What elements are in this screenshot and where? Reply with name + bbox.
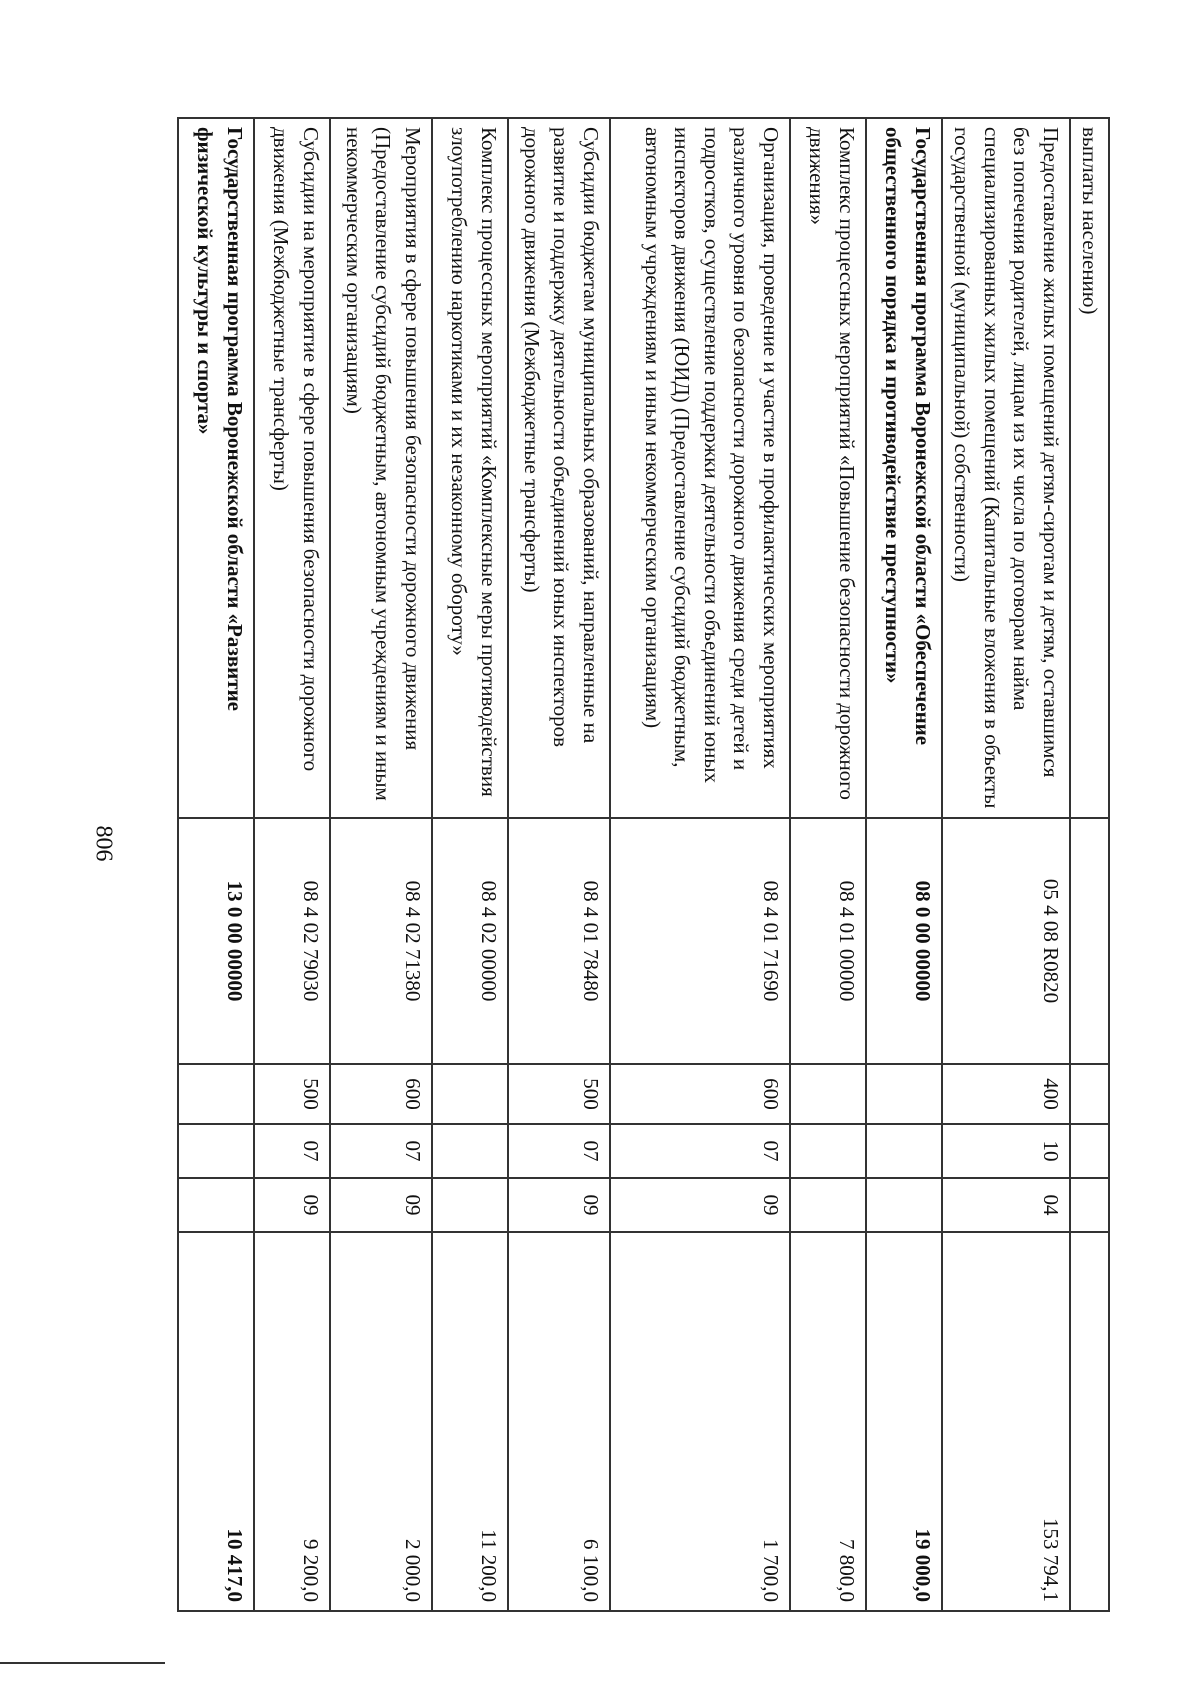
table-row bbox=[942, 118, 1070, 1611]
cell-name: Мероприятия в сфере повышения безопасности дорожного движения (Предоставление субсидий бюджетным, автономным учреждениям и иным некоммерческим организациям) bbox=[330, 118, 432, 818]
cell-code bbox=[1070, 818, 1109, 1064]
cell-rz bbox=[1070, 1124, 1109, 1178]
cell-rz bbox=[790, 1124, 866, 1178]
cell-code: 08 4 02 00000 bbox=[432, 818, 508, 1064]
cell-vr bbox=[790, 1064, 866, 1124]
cell-sum: 19 000,0 bbox=[866, 1232, 942, 1611]
cell-code: 13 0 00 00000 bbox=[178, 818, 254, 1064]
cell-name: Государственная программа Воронежской области «Обеспечение общественного порядка и противодействие преступности» bbox=[866, 118, 942, 818]
cell-vr: 500 bbox=[508, 1064, 610, 1124]
cell-rz: 07 bbox=[254, 1124, 330, 1178]
table-row bbox=[178, 118, 254, 1611]
cell-vr: 500 bbox=[254, 1064, 330, 1124]
cell-sum: 9 200,0 bbox=[254, 1232, 330, 1611]
cell-sum bbox=[1070, 1232, 1109, 1611]
cell-code: 08 4 01 71690 bbox=[610, 818, 790, 1064]
cell-vr bbox=[178, 1064, 254, 1124]
cell-code: 08 4 01 78480 bbox=[508, 818, 610, 1064]
cell-sum: 11 200,0 bbox=[432, 1232, 508, 1611]
cell-pr bbox=[1070, 1178, 1109, 1232]
cell-rz: 07 bbox=[508, 1124, 610, 1178]
cell-sum: 1 700,0 bbox=[610, 1232, 790, 1611]
budget-table-body bbox=[178, 118, 1109, 1611]
cell-rz: 07 bbox=[610, 1124, 790, 1178]
cell-vr: 600 bbox=[330, 1064, 432, 1124]
cell-sum: 6 100,0 bbox=[508, 1232, 610, 1611]
table-row bbox=[508, 118, 610, 1611]
page-number: 806 bbox=[90, 825, 117, 862]
cell-sum: 2 000,0 bbox=[330, 1232, 432, 1611]
cell-name: Предоставление жилых помещений детям-сиротам и детям, оставшимся без попечения родителей, лицам из их числа по договорам найма специализированных жилых помещений (Капитальные вложения в объекты государственной (муниципальной) собственности) bbox=[942, 118, 1070, 818]
cell-vr bbox=[432, 1064, 508, 1124]
cell-pr bbox=[178, 1178, 254, 1232]
cell-pr: 09 bbox=[254, 1178, 330, 1232]
cell-name: Субсидии бюджетам муниципальных образований, направленные на развитие и поддержку деятельности объединений юных инспекторов дорожного движения (Межбюджетные трансферты) bbox=[508, 118, 610, 818]
cell-pr bbox=[790, 1178, 866, 1232]
cell-vr: 600 bbox=[610, 1064, 790, 1124]
cell-name: выплаты населению) bbox=[1070, 118, 1109, 818]
cell-rz: 10 bbox=[942, 1124, 1070, 1178]
table-row bbox=[790, 118, 866, 1611]
cell-code: 08 0 00 00000 bbox=[866, 818, 942, 1064]
table-row bbox=[254, 118, 330, 1611]
cell-code: 05 4 08 R0820 bbox=[942, 818, 1070, 1064]
cell-pr: 04 bbox=[942, 1178, 1070, 1232]
cell-rz bbox=[432, 1124, 508, 1178]
cell-sum: 10 417,0 bbox=[178, 1232, 254, 1611]
cell-pr: 09 bbox=[508, 1178, 610, 1232]
table-row bbox=[1070, 118, 1109, 1611]
cell-vr bbox=[866, 1064, 942, 1124]
cell-vr: 400 bbox=[942, 1064, 1070, 1124]
cell-name: Государственная программа Воронежской области «Развитие физической культуры и спорта» bbox=[178, 118, 254, 818]
budget-table bbox=[177, 117, 1110, 1612]
table-row bbox=[866, 118, 942, 1611]
cell-sum: 7 800,0 bbox=[790, 1232, 866, 1611]
cell-code: 08 4 02 71380 bbox=[330, 818, 432, 1064]
cell-pr: 09 bbox=[330, 1178, 432, 1232]
cell-code: 08 4 01 00000 bbox=[790, 818, 866, 1064]
cell-code: 08 4 02 79030 bbox=[254, 818, 330, 1064]
rotated-table-container bbox=[195, 117, 1110, 1610]
cell-name: Организация, проведение и участие в профилактических мероприятиях различного уровня по безопасности дорожного движения среди детей и подростков, осуществление поддержки деятельности объединений юных инспекторов движения (ЮИД) (Предоставление субсидий бюджетным, автономным учреждениям и иным некоммерческим организациям) bbox=[610, 118, 790, 818]
table-row bbox=[330, 118, 432, 1611]
cell-vr bbox=[1070, 1064, 1109, 1124]
cell-pr: 09 bbox=[610, 1178, 790, 1232]
cell-name: Субсидии на мероприятие в сфере повышения безопасности дорожного движения (Межбюджетные трансферты) bbox=[254, 118, 330, 818]
cell-sum: 153 794,1 bbox=[942, 1232, 1070, 1611]
cell-pr bbox=[432, 1178, 508, 1232]
cell-rz: 07 bbox=[330, 1124, 432, 1178]
cell-rz bbox=[178, 1124, 254, 1178]
cell-pr bbox=[866, 1178, 942, 1232]
cell-rz bbox=[866, 1124, 942, 1178]
table-row bbox=[432, 118, 508, 1611]
table-row bbox=[610, 118, 790, 1611]
margin-rule bbox=[0, 1662, 165, 1664]
cell-name: Комплекс процессных мероприятий «Комплексные меры противодействия злоупотреблению наркотиками и их незаконному обороту» bbox=[432, 118, 508, 818]
cell-name: Комплекс процессных мероприятий «Повышение безопасности дорожного движения» bbox=[790, 118, 866, 818]
